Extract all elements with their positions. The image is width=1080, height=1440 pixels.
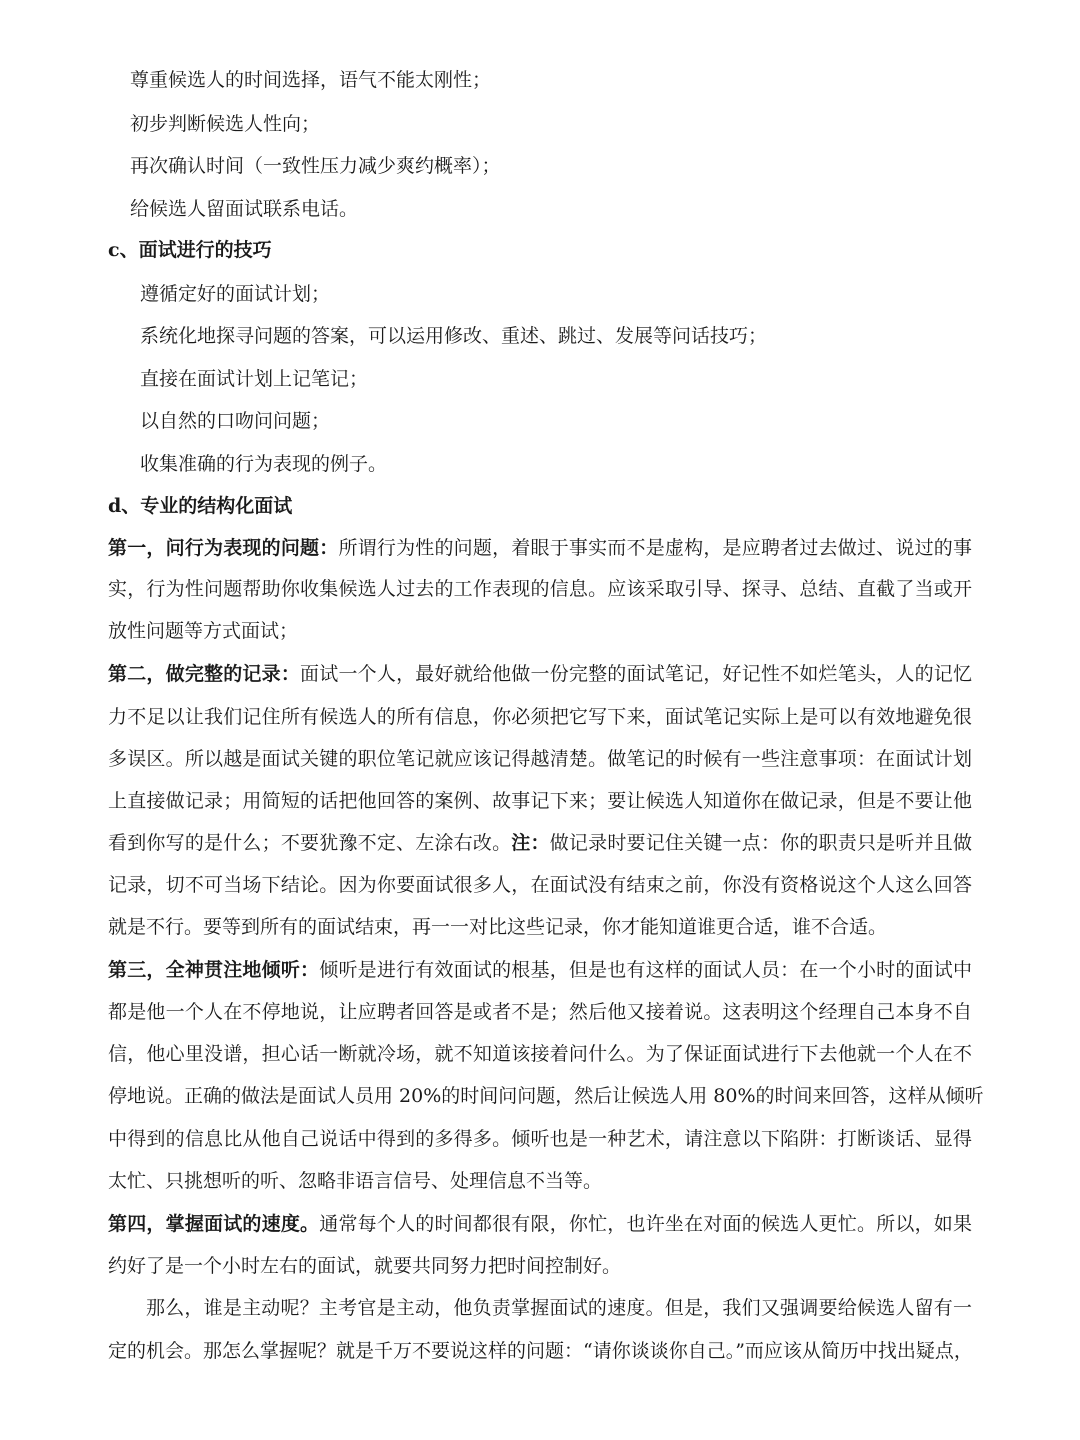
note-label: 注： [511, 832, 550, 854]
paragraph-line: 定的机会。那怎么掌握呢？就是千万不要说这样的问题：“请你谈谈你自己。”而应该从简历中找出疑点， [108, 1340, 973, 1362]
paragraph-lead: 第三，全神贯注地倾听： [108, 959, 320, 981]
list-item: 尊重候选人的时间选择，语气不能太刚性； [130, 69, 492, 91]
paragraph-lead: 第一，问行为表现的问题： [108, 537, 339, 559]
paragraph-line: 信，他心里没谱，担心话一断就冷场，就不知道该接着问什么。为了保证面试进行下去他就一个人在不 [108, 1043, 972, 1065]
section-heading-c: c、面试进行的技巧 [108, 239, 272, 261]
list-item: 遵循定好的面试计划； [140, 283, 331, 305]
list-item: 再次确认时间（一致性压力减少爽约概率）； [130, 155, 501, 177]
paragraph-line: 多误区。所以越是面试关键的职位笔记就应该记得越清楚。做笔记的时候有一些注意事项：在面试计划 [108, 748, 972, 770]
paragraph-line: 放性问题等方式面试； [108, 620, 299, 642]
paragraph-line: 第四，掌握面试的速度。通常每个人的时间都很有限，你忙，也许坐在对面的候选人更忙。所以，如果 [108, 1213, 972, 1235]
paragraph-line: 停地说。正确的做法是面试人员用 20%的时间问问题，然后让候选人用 80%的时间来回答，这样从倾听 [108, 1085, 984, 1107]
paragraph-lead: 第四，掌握面试的速度。 [108, 1213, 320, 1235]
paragraph-line: 实，行为性问题帮助你收集候选人过去的工作表现的信息。应该采取引导、探寻、总结、直截了当或开 [108, 578, 972, 600]
paragraph-line: 就是不行。要等到所有的面试结束，再一一对比这些记录，你才能知道谁更合适，谁不合适。 [108, 916, 888, 938]
list-item: 初步判断候选人性向； [130, 113, 321, 135]
paragraph-line: 中得到的信息比从他自己说话中得到的多得多。倾听也是一种艺术，请注意以下陷阱：打断谈话、显得 [108, 1128, 972, 1150]
paragraph-line: 记录，切不可当场下结论。因为你要面试很多人，在面试没有结束之前，你没有资格说这个人这么回答 [108, 874, 972, 896]
paragraph-line: 那么，谁是主动呢？主考官是主动，他负责掌握面试的速度。但是，我们又强调要给候选人留有一 [146, 1297, 972, 1319]
paragraph-line: 力不足以让我们记住所有候选人的所有信息，你必须把它写下来，面试笔记实际上是可以有效地避免很 [108, 706, 972, 728]
list-item: 直接在面试计划上记笔记； [140, 368, 369, 390]
paragraph-line: 都是他一个人在不停地说，让应聘者回答是或者不是；然后他又接着说。这表明这个经理自己本身不自 [108, 1001, 972, 1023]
paragraph-line: 第三，全神贯注地倾听：倾听是进行有效面试的根基，但是也有这样的面试人员：在一个小时的面试中 [108, 959, 972, 981]
paragraph-line: 太忙、只挑想听的听、忽略非语言信号、处理信息不当等。 [108, 1170, 603, 1192]
section-heading-d: d、专业的结构化面试 [108, 495, 293, 517]
list-item: 系统化地探寻问题的答案，可以运用修改、重述、跳过、发展等问话技巧； [140, 325, 768, 347]
paragraph-line: 上直接做记录；用简短的话把他回答的案例、故事记下来；要让候选人知道你在做记录，但是不要让他 [108, 790, 972, 812]
paragraph-line: 看到你写的是什么；不要犹豫不定、左涂右改。注：做记录时要记住关键一点：你的职责只是听并且做 [108, 832, 972, 854]
list-item: 收集准确的行为表现的例子。 [140, 453, 388, 475]
paragraph-line: 第一，问行为表现的问题：所谓行为性的问题，着眼于事实而不是虚构，是应聘者过去做过、说过的事 [108, 537, 972, 559]
paragraph-line: 约好了是一个小时左右的面试，就要共同努力把时间控制好。 [108, 1255, 622, 1277]
list-item: 给候选人留面试联系电话。 [130, 198, 359, 220]
paragraph-lead: 第二，做完整的记录： [108, 663, 301, 685]
paragraph-line: 第二，做完整的记录：面试一个人，最好就给他做一份完整的面试笔记，好记性不如烂笔头，人的记忆 [108, 663, 972, 685]
list-item: 以自然的口吻问问题； [140, 410, 331, 432]
